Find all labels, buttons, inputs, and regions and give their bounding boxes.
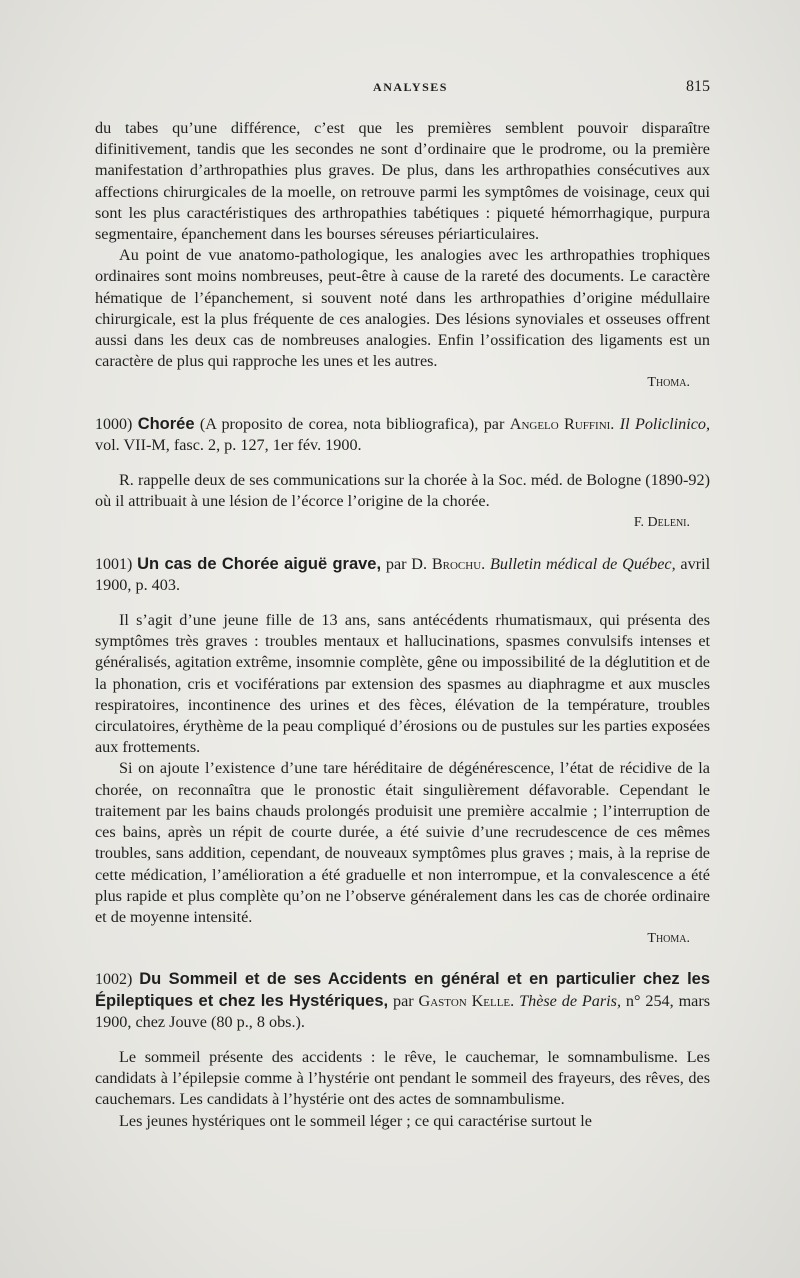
entry-reference-detail: avril 1900, p. 403.	[95, 554, 711, 594]
entry-reference-detail: vol. VII-M, fasc. 2, p. 127, 1er fév. 1900.	[95, 435, 362, 454]
entry-1000	[95, 414, 710, 534]
entry-journal: Bulletin médical de Québec,	[490, 554, 676, 573]
entry-journal: Il Policlinico,	[619, 414, 711, 433]
entry-reference: (A proposito de corea, nota bibliografica), par	[199, 414, 505, 433]
entry-author: Brochu.	[431, 554, 486, 573]
paragraph: Si on ajoute l’existence d’une tare héréditaire de dégénérescence, l’état de récidive de la chorée, on reconnaîtra que le pronostic était singulièrement défavorable. Cependant le traitement par les bains chauds prolongés produisit une première accalmie ; l’interruption de ces bains, après un répit de courte durée, a été suivie d’une recrudescence de ces mêmes troubles, sans addition, cependant, de nouveaux symptômes plus graves ; mais, à la reprise de cette médication, l’amélioration a été graduelle et non interrompue, et la convalescence a été plus rapide et plus complète qu’on ne l’observe généralement dans les cas de chorée ordinaire et de moyenne intensité.	[95, 759, 710, 926]
entry-heading	[95, 554, 710, 596]
paragraph: Le sommeil présente des accidents : le rêve, le cauchemar, le somnambulisme. Les candidats à l’épilepsie comme à l’hystérie ont pendant le sommeil des frayeurs, des rêves, des cauchemars. Les candidats à l’hystérie ont des actes de somnambulisme.	[95, 1047, 710, 1109]
page-header	[95, 78, 710, 96]
entry-reference: par	[392, 991, 414, 1010]
entry-author: Angelo Ruffini.	[509, 414, 615, 433]
entry-number: 1002)	[95, 971, 133, 989]
entry-1002	[95, 969, 710, 1131]
page-number: 815	[686, 78, 710, 95]
signature: F. Deleni.	[633, 515, 690, 531]
paragraph: R. rappelle deux de ses communications sur la chorée à la Soc. méd. de Bologne (1890-92) où il attribuait à une lésion de l’écorce l’origine de la chorée.	[95, 471, 710, 511]
entry-title: Du Sommeil et de ses Accidents en général et en particulier chez les Épileptiques et chez les Hystériques,	[95, 970, 711, 1010]
entry-title: Chorée	[137, 414, 195, 433]
entry-author: Gaston Kelle.	[418, 991, 515, 1010]
entry-reference: par D.	[385, 554, 428, 573]
entry-heading	[95, 969, 710, 1033]
paragraph: Il s’agit d’une jeune fille de 13 ans, sans antécédents rhumatismaux, qui présenta des symptômes très graves : troubles mentaux et hallucinations, spasmes convulsifs intenses et généralisés, agitation extrême, insomnie complète, gêne ou impossibilité de la déglutition et de la phonation, cris et vociférations par extension des spasmes au diaphragme et aux muscles respiratoires, incontinence des urines et des fèces, élévation de la température, troubles circulatoires, érythème de la peau compliqué d’érosions ou de pustules sur les parties exposées aux frottements.	[95, 611, 710, 757]
entry-title: Un cas de Chorée aiguë grave,	[137, 554, 382, 573]
signature: Thoma.	[647, 931, 690, 947]
entry-journal: Thèse de Paris,	[519, 991, 622, 1010]
entry-heading	[95, 414, 710, 456]
article-body	[95, 118, 710, 1132]
paragraph: Au point de vue anatomo-pathologique, les analogies avec les arthropathies trophiques ordinaires sont moins nombreuses, peut-être à cause de la rareté des documents. Le caractère hématique de l’épanchement, si souvent noté dans les arthropathies d’origine médullaire chirurgicale, est la plus fréquente de ces analogies. Des lésions synoviales et osseuses offrent aussi dans les deux cas de nombreuses analogies. Enfin l’ossification des ligaments est un caractère de plus qui rapproche les unes et les autres.	[95, 246, 710, 371]
entry-reference-detail: n° 254, mars 1900, chez Jouve (80 p., 8 obs.).	[95, 991, 711, 1031]
paragraph: du tabes qu’une différence, c’est que les premières semblent pouvoir disparaître difinitivement, tandis que les secondes ne sont d’ordinaire que le prodrome, ou la première manifestation d’arthropathies plus graves. De plus, dans les arthropathies consécutives aux affections chirurgicales de la moelle, on retrouve parmi les symptômes de voisinage, ceux qui sont les plus caractéristiques des arthropathies tabétiques : piqueté hémorrhagique, purpura segmentaire, épanchement dans les bourses séreuses périarticulaires.	[95, 119, 710, 244]
entry-1001	[95, 554, 710, 950]
signature: Thoma.	[647, 375, 690, 391]
entry-number: 1000)	[95, 415, 133, 433]
paragraph: Les jeunes hystériques ont le sommeil léger ; ce qui caractérise surtout le	[119, 1111, 592, 1130]
entry-number: 1001)	[95, 555, 133, 573]
running-head: ANALYSES	[373, 80, 448, 94]
